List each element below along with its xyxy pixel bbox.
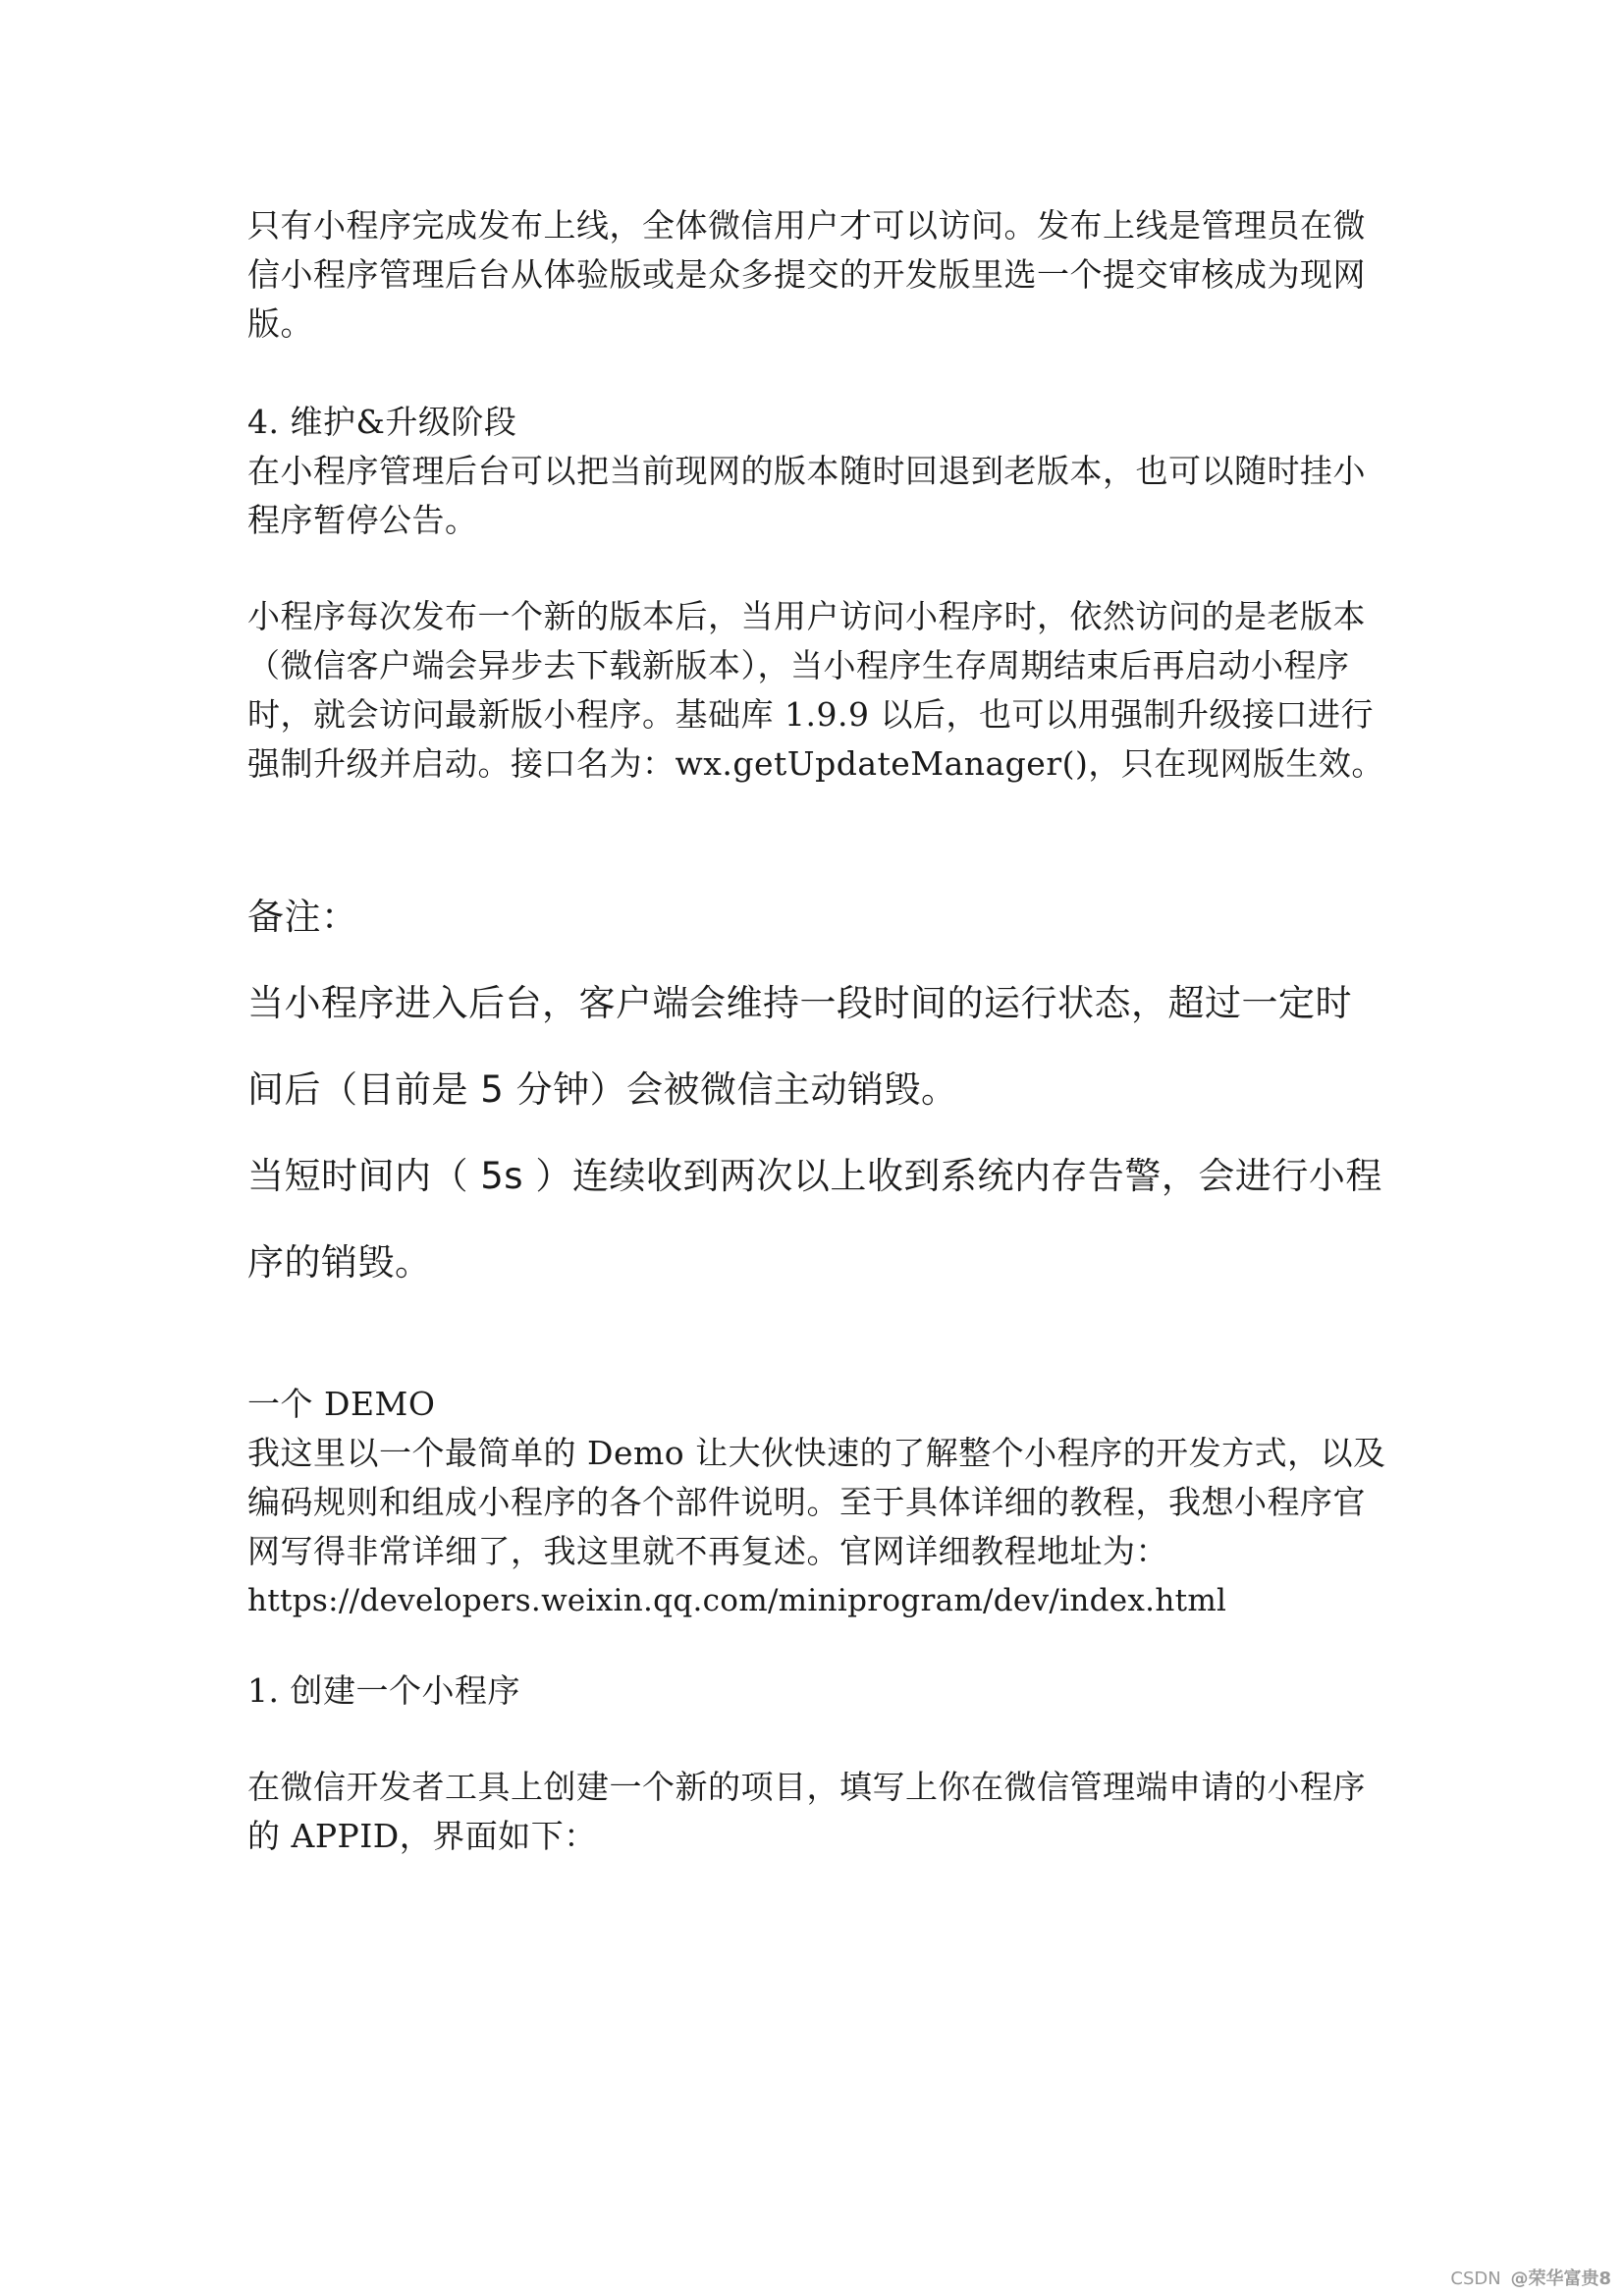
create-heading: 1. 创建一个小程序 <box>247 1671 520 1710</box>
create-heading-block <box>247 1667 1386 1716</box>
watermark-site: CSDN <box>1450 2269 1501 2289</box>
demo-section <box>247 1380 1386 1625</box>
maintain-paragraph: 在小程序管理后台可以把当前现网的版本随时回退到老版本，也可以随时挂小程序暂停公告。 <box>247 452 1366 539</box>
update-section <box>247 592 1386 789</box>
tutorial-link[interactable]: https://developers.weixin.qq.com/miniprogram/dev/index.html <box>247 1583 1227 1618</box>
note-line-2: 当短时间内（ 5s ）连续收到两次以上收到系统内存告警，会进行小程序的销毁。 <box>247 1155 1382 1284</box>
note-title: 备注： <box>247 896 358 938</box>
watermark <box>1450 2265 1611 2290</box>
demo-heading: 一个 DEMO <box>247 1385 436 1423</box>
watermark-author: @荣华富贵8 <box>1510 2269 1611 2289</box>
release-paragraph: 只有小程序完成发布上线，全体微信用户才可以访问。发布上线是管理员在微信小程序管理后台从体验版或是众多提交的开发版里选一个提交审核成为现网版。 <box>247 206 1366 343</box>
update-paragraph: 小程序每次发布一个新的版本后，当用户访问小程序时，依然访问的是老版本（微信客户端会异步去下载新版本），当小程序生存周期结束后再启动小程序时，就会访问最新版小程序。基础库 1.9.9 以后，也可以用强制升级接口进行强制升级并启动。接口名为：wx.getUpdateManager()，只在现网版生效。 <box>247 597 1384 783</box>
maintain-heading: 4. 维护&升级阶段 <box>247 403 517 441</box>
demo-paragraph: 我这里以一个最简单的 Demo 让大伙快速的了解整个小程序的开发方式，以及编码规则和组成小程序的各个部件说明。至于具体详细的教程，我想小程序官网写得非常详细了，我这里就不再复述。官网详细教程地址为： <box>247 1434 1386 1570</box>
create-paragraph: 在微信开发者工具上创建一个新的项目，填写上你在微信管理端申请的小程序的 APPID，界面如下： <box>247 1768 1366 1855</box>
create-section <box>247 1763 1386 1861</box>
note-line-1: 当小程序进入后台，客户端会维持一段时间的运行状态，超过一定时间后（目前是 5 分钟）会被微信主动销毁。 <box>247 982 1352 1111</box>
maintain-section <box>247 398 1386 545</box>
note-section <box>247 874 1386 1306</box>
release-section <box>247 201 1386 349</box>
